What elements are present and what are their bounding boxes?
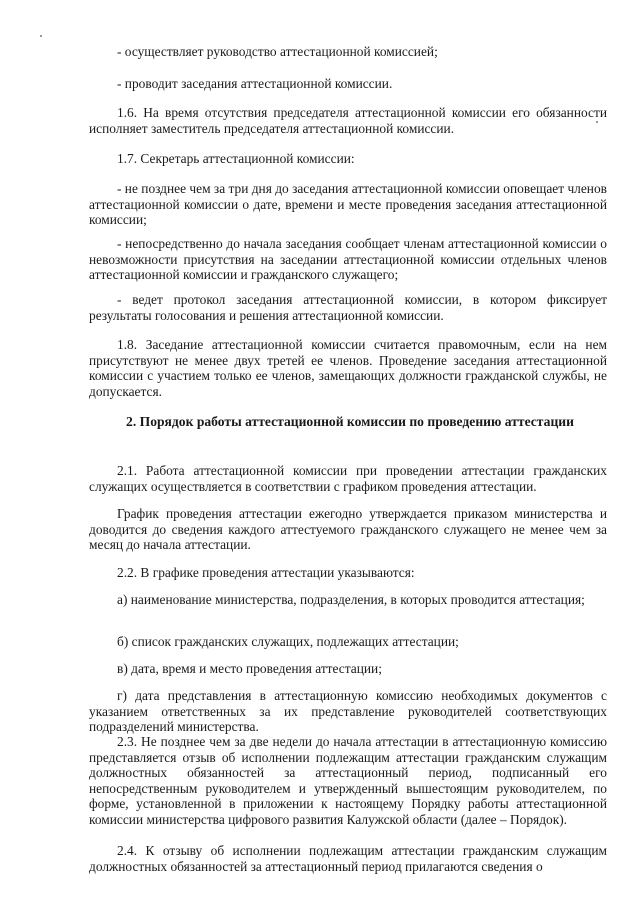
paragraph-1-8: 1.8. Заседание аттестационной комиссии считается правомочным, если на нем присутствуют не менее двух третей ее членов. Проведение заседания аттестационной комиссии с участием только ее членов, замещающих должности гражданской службы, не допускается. (89, 337, 607, 399)
paragraph-schedule: График проведения аттестации ежегодно утверждается приказом министерства и доводится до сведения каждого аттестуемого гражданского служащего не менее чем за месяц до начала аттестации. (89, 506, 607, 553)
list-item-d: г) дата представления в аттестационную комиссию необходимых документов с указанием ответственных за их представление руководителей соответствующих подразделений министерства. (89, 688, 607, 735)
list-item-chair-duty-1: - осуществляет руководство аттестационной комиссией; (117, 44, 438, 59)
list-item-secretary-duty-1: - не позднее чем за три дня до заседания аттестационной комиссии оповещает членов аттестационной комиссии о дате, времени и месте проведения заседания аттестационной комиссии; (89, 181, 607, 228)
list-item-chair-duty-2: - проводит заседания аттестационной комиссии. (117, 76, 393, 91)
paragraph-1-7: 1.7. Секретарь аттестационной комиссии: (117, 151, 355, 166)
section-heading: 2. Порядок работы аттестационной комиссии по проведению аттестации (126, 414, 574, 429)
paragraph-1-6: 1.6. На время отсутствия председателя аттестационной комиссии его обязанности исполняет заместитель председателя аттестационной комиссии. (89, 105, 607, 136)
paragraph-2-4: 2.4. К отзыву об исполнении подлежащим аттестации гражданским служащим должностных обязанностей за аттестационный период прилагаются сведения о (89, 843, 607, 874)
paragraph-2-2: 2.2. В графике проведения аттестации указываются: (117, 565, 415, 580)
paragraph-2-3: 2.3. Не позднее чем за две недели до начала аттестации в аттестационную комиссию представляется отзыв об исполнении подлежащим аттестации гражданским служащим должностных обязанностей за аттестационный период, подписанный его непосредственным руководителем и утвержденный вышестоящим руководителем, по форме, установленной в приложении к настоящему Порядку работы аттестационной комиссии министерства цифрового развития Калужской области (далее – Порядок). (89, 734, 607, 827)
scan-speck (40, 35, 42, 37)
list-item-a: а) наименование министерства, подразделения, в которых проводится аттестация; (117, 592, 585, 607)
paragraph-2-1: 2.1. Работа аттестационной комиссии при проведении аттестации гражданских служащих осуществляется в соответствии с графиком проведения аттестации. (89, 463, 607, 494)
list-item-secretary-duty-2: - непосредственно до начала заседания сообщает членам аттестационной комиссии о невозможности присутствия на заседании аттестационной комиссии отдельных членов аттестационной комиссии и гражданского служащего; (89, 236, 607, 283)
list-item-b: б) список гражданских служащих, подлежащих аттестации; (117, 634, 459, 649)
list-item-secretary-duty-3: - ведет протокол заседания аттестационной комиссии, в котором фиксирует результаты голосования и решения аттестационной комиссии. (89, 292, 607, 323)
list-item-c: в) дата, время и место проведения аттестации; (117, 661, 382, 676)
